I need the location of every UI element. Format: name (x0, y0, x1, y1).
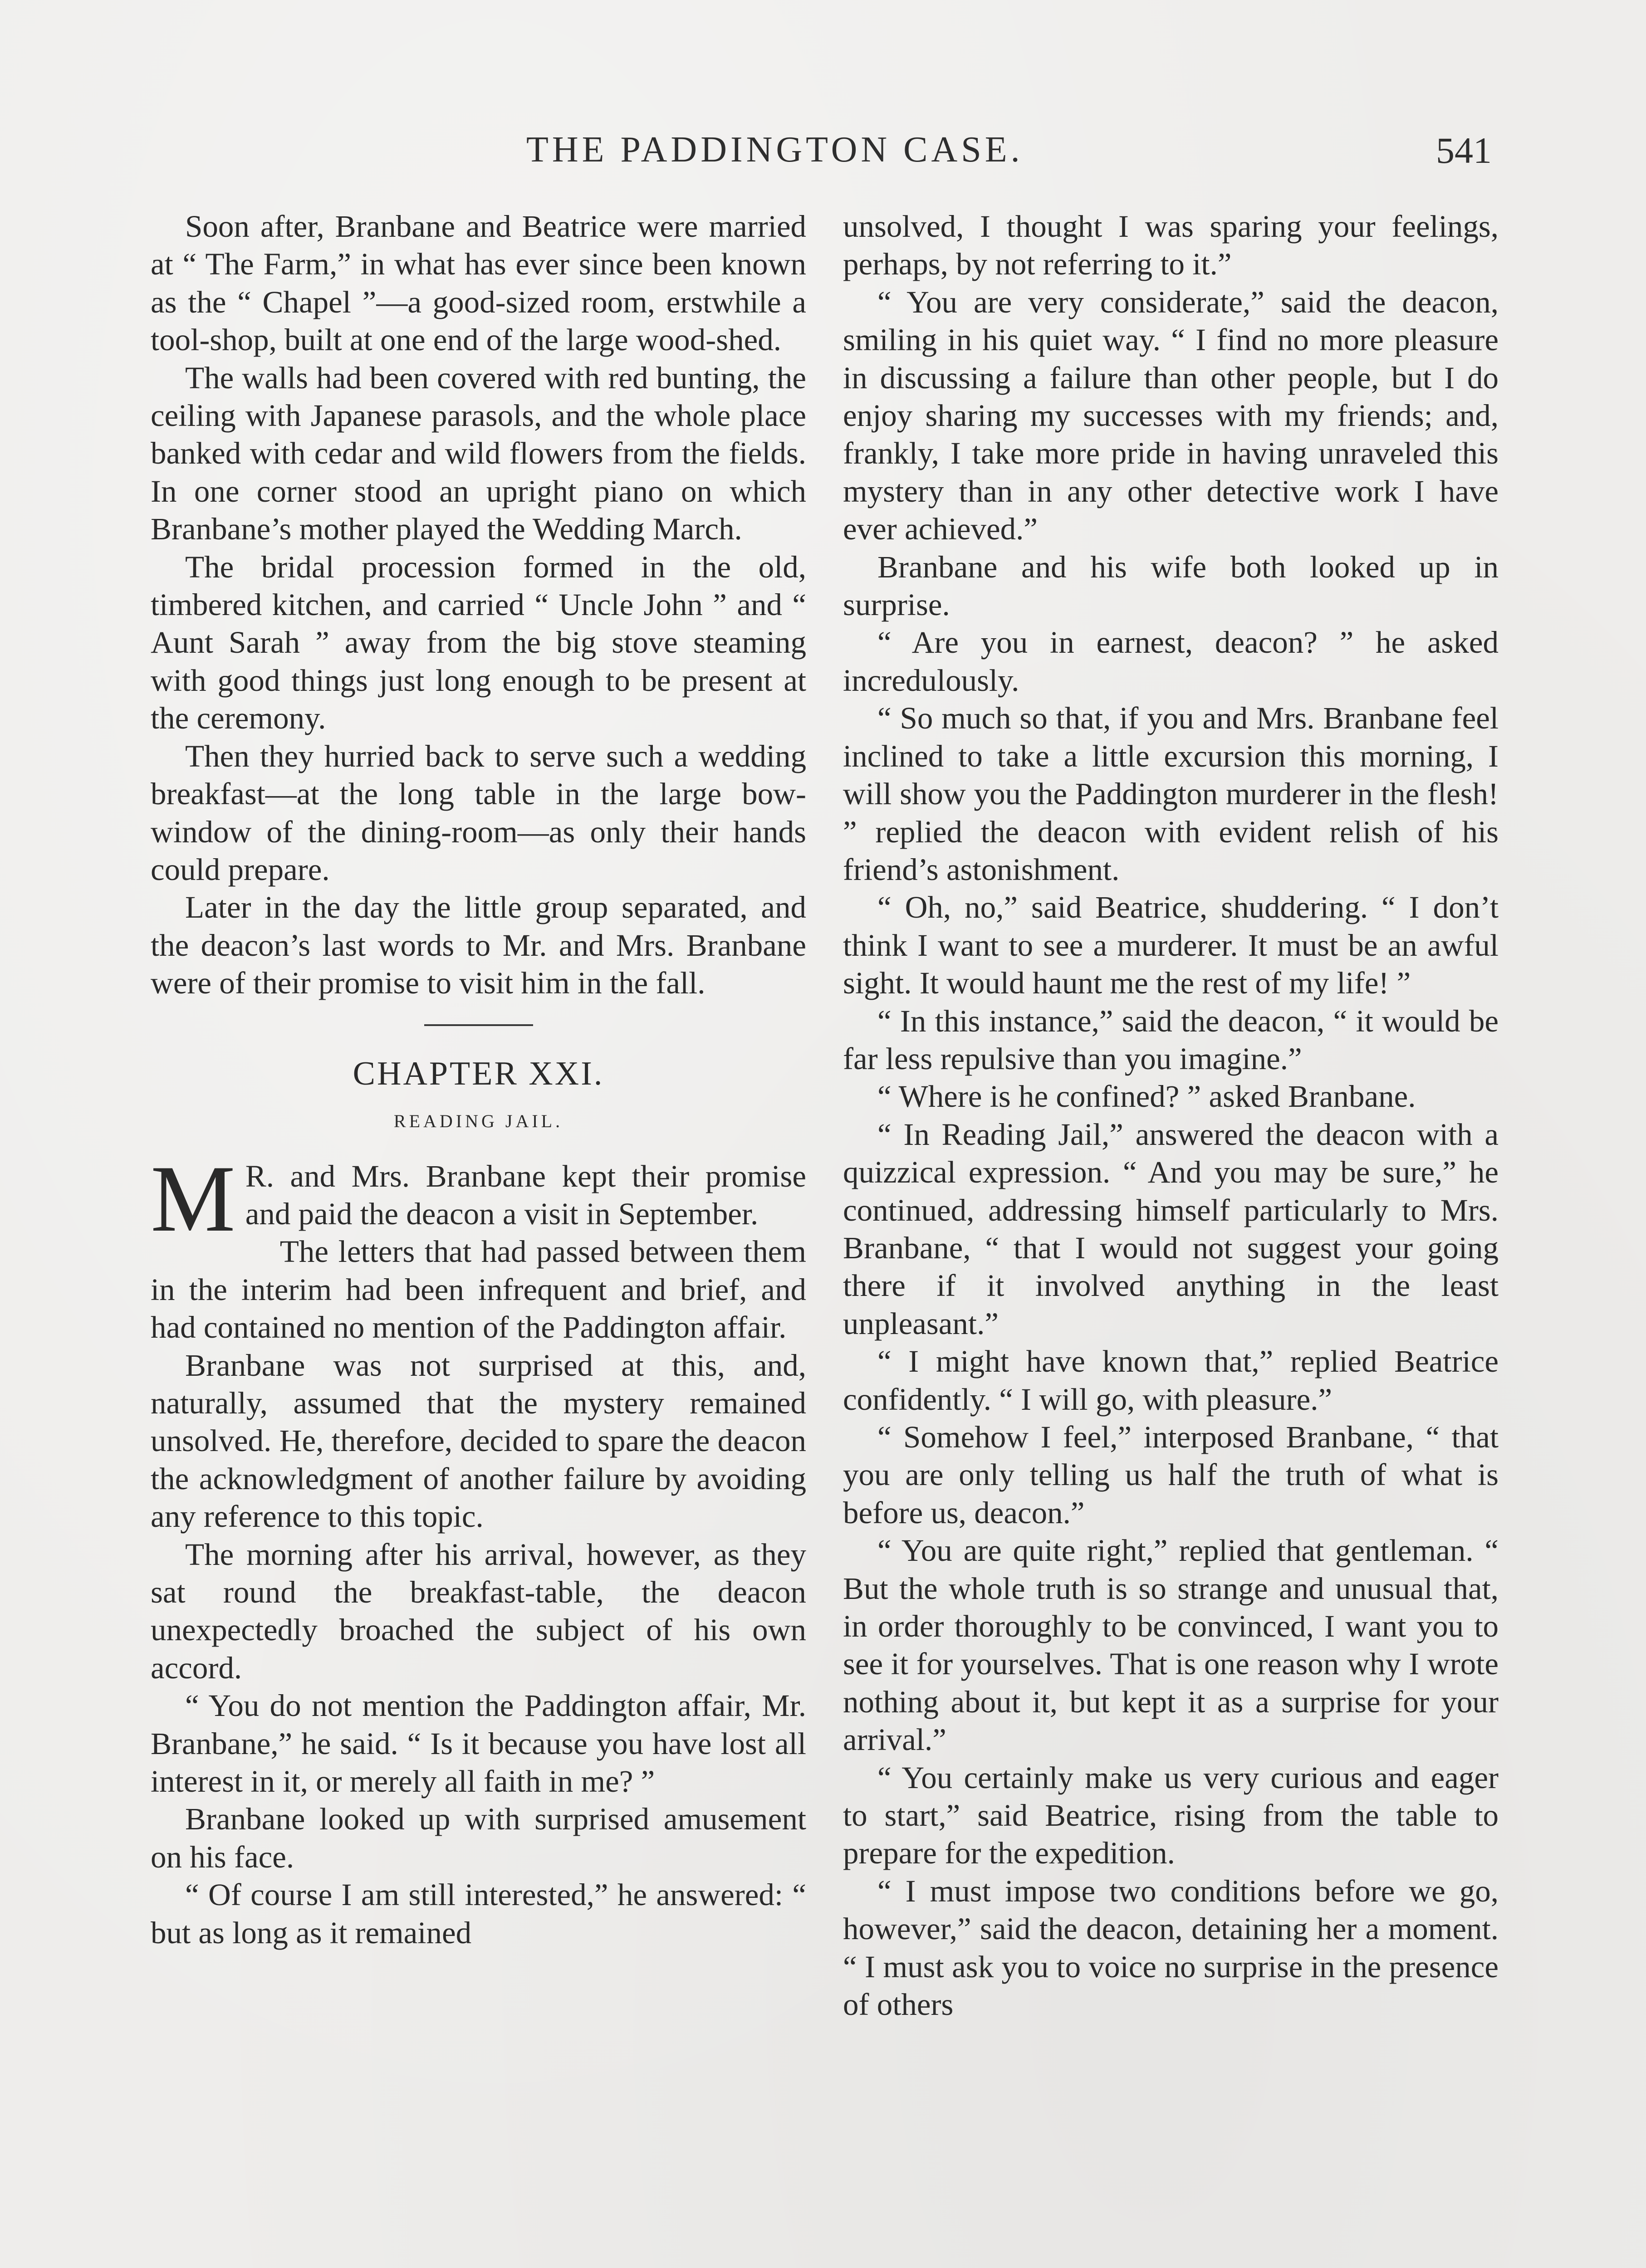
chapter-opening-text: R. and Mrs. Branbane kept their promise and paid the deacon a visit in September. (245, 1158, 806, 1231)
paragraph: “ Oh, no,” said Beatrice, shuddering. “ I don’t think I want to see a murderer. It must be an awful sight. It would haunt me the rest of my life! ” (843, 890, 1499, 1001)
paragraph: “ I might have known that,” replied Beatrice confidently. “ I will go, with pleasure.” (843, 1344, 1499, 1417)
paragraph: Then they hurried back to serve such a wedding breakfast—at the long table in the large bow-window of the dining-room—as only their hands could prepare. (151, 738, 806, 887)
paragraph: “ In this instance,” said the deacon, “ it would be far less repulsive than you imagine.” (843, 1003, 1499, 1076)
paragraph: “ Where is he confined? ” asked Branbane. (877, 1079, 1416, 1114)
left-column (151, 208, 806, 1952)
chapter-subtitle: READING JAIL. (393, 1110, 563, 1131)
chapter-opening-paragraph (151, 1146, 806, 1251)
paragraph: Branbane and his wife both looked up in surprise. (843, 549, 1499, 622)
paragraph: “ You are quite right,” replied that gentleman. “ But the whole truth is so strange and unusual that, in order thoroughly to be convinced, I want you to see it for yourselves. That is one reason why I wrote nothing about it, but kept it as a surprise for your arrival.” (843, 1533, 1499, 1757)
chapter-title: CHAPTER XXI. (353, 1055, 604, 1092)
paragraph: “ You certainly make us very curious and eager to start,” said Beatrice, rising from the table to prepare for the expedition. (843, 1760, 1499, 1871)
paragraph: The letters that had passed between them in the interim had been infrequent and brief, and had contained no mention of the Paddington affair. (151, 1234, 806, 1345)
page-number: 541 (1436, 130, 1492, 171)
running-title: THE PADDINGTON CASE. (526, 130, 1024, 170)
paragraph: “ Of course I am still interested,” he answered: “ but as long as it remained (151, 1877, 806, 1950)
dropcap-letter: M (151, 1146, 235, 1251)
paragraph: Branbane looked up with surprised amusement on his face. (151, 1802, 806, 1874)
paragraph: “ I must impose two conditions before we go, however,” said the deacon, detaining her a moment. “ I must ask you to voice no surprise in the presence of others (843, 1873, 1499, 2022)
paragraph-continuation: unsolved, I thought I was sparing your feelings, perhaps, by not referring to it.” (843, 209, 1499, 282)
paragraph: “ You do not mention the Paddington affair, Mr. Branbane,” he said. “ Is it because you have lost all interest in it, or merely all faith in me? ” (151, 1688, 806, 1799)
paragraph: “ You are very considerate,” said the deacon, smiling in his quiet way. “ I find no more pleasure in discussing a failure than other people, but I do enjoy sharing my successes with my friends; and, frankly, I take more pride in having unraveled this mystery than in any other detective work I have ever achieved.” (843, 284, 1499, 547)
paragraph: “ Are you in earnest, deacon? ” he asked incredulously. (843, 625, 1499, 698)
paragraph: “ So much so that, if you and Mrs. Branbane feel inclined to take a little excursion this morning, I will show you the Paddington murderer in the flesh! ” replied the deacon with evident relish of his friend’s astonishment. (843, 701, 1499, 887)
paragraph: Soon after, Branbane and Beatrice were married at “ The Farm,” in what has ever since been known as the “ Chapel ”—a good-sized room, erstwhile a tool-shop, built at one end of the large wood-shed. (151, 209, 806, 357)
paragraph: The morning after his arrival, however, as they sat round the breakfast-table, the deacon unexpectedly broached the subject of his own accord. (151, 1537, 806, 1685)
right-column (843, 208, 1499, 2024)
paragraph: “ Somehow I feel,” interposed Branbane, “ that you are only telling us half the truth of what is before us, deacon.” (843, 1420, 1499, 1530)
section-divider (424, 1024, 533, 1026)
paragraph: Later in the day the little group separated, and the deacon’s last words to Mr. and Mrs. Branbane were of their promise to visit him in the fall. (151, 890, 806, 1001)
paragraph: The bridal procession formed in the old, timbered kitchen, and carried “ Uncle John ” and “ Aunt Sarah ” away from the big stove steaming with good things just long enough to be present at the ceremony. (151, 549, 806, 736)
paragraph: The walls had been covered with red bunting, the ceiling with Japanese parasols, and the whole place banked with cedar and wild flowers from the fields. In one corner stood an upright piano on which Branbane’s mother played the Wedding March. (151, 360, 806, 547)
paragraph: Branbane was not surprised at this, and, naturally, assumed that the mystery remained unsolved. He, therefore, decided to spare the deacon the acknowledgment of another failure by avoiding any reference to this topic. (151, 1348, 806, 1534)
paragraph: “ In Reading Jail,” answered the deacon with a quizzical expression. “ And you may be sure,” he continued, addressing himself particularly to Mrs. Branbane, “ that I would not suggest your going there if it involved anything in the least unpleasant.” (843, 1117, 1499, 1341)
